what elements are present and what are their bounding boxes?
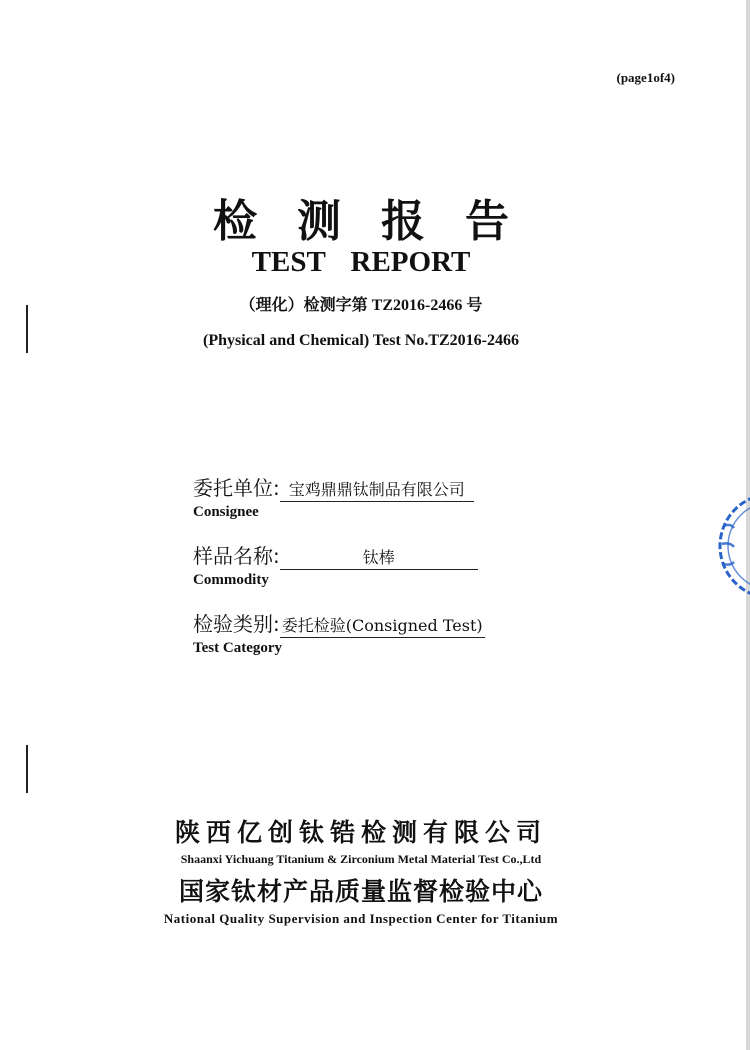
- commodity-label-en: Commodity: [193, 572, 269, 588]
- category-value: 委托检验(Consigned Test): [280, 613, 485, 638]
- consignee-label-cn: 委托单位:: [193, 476, 280, 500]
- category-field: [193, 608, 485, 657]
- official-seal-stamp: [710, 486, 750, 606]
- inspection-center-en: National Quality Supervision and Inspection Center for Titanium: [163, 911, 559, 926]
- consignee-label-en: Consignee: [193, 504, 259, 520]
- commodity-label-cn: 样品名称:: [193, 544, 280, 568]
- inspection-center-cn: 国家钛材产品质量监督检验中心: [178, 877, 543, 906]
- commodity-field: [193, 540, 478, 589]
- title-english: TEST REPORT: [251, 246, 471, 278]
- organization-name-en: Shaanxi Yichuang Titanium & Zirconium Metal Material Test Co.,Ltd: [180, 852, 542, 866]
- page-number: (page1of4): [616, 70, 675, 85]
- category-label-en: Test Category: [193, 640, 283, 656]
- category-label-cn: 检验类别:: [193, 612, 280, 636]
- binding-mark-bottom: [26, 745, 28, 793]
- consignee-value: 宝鸡鼎鼎钛制品有限公司: [280, 477, 474, 502]
- report-number-chinese: （理化）检测字第 TZ2016-2466 号: [239, 297, 483, 314]
- consignee-field: [193, 472, 474, 521]
- report-number-english: (Physical and Chemical) Test No.TZ2016-2466: [202, 332, 519, 349]
- commodity-value: 钛棒: [280, 545, 478, 570]
- organization-name-cn: 陕西亿创钛锆检测有限公司: [174, 818, 547, 847]
- title-chinese: 检测报告: [213, 196, 549, 247]
